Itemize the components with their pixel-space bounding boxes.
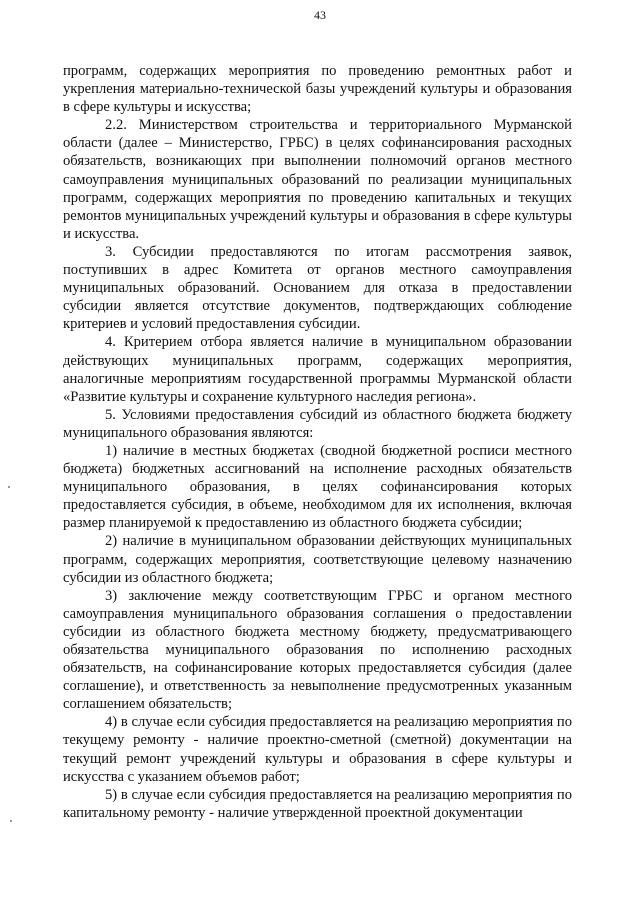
condition-5: 5) в случае если субсидия предоставляется на реализацию мероприятия по капитальному ремонту - наличие утвержденной проектной документации <box>63 786 572 821</box>
paragraph-continuation: программ, содержащих мероприятия по проведению ремонтных работ и укрепления материально-технической базы учреждений культуры и образования в сфере культуры и искусства; <box>63 63 572 116</box>
scan-speck <box>8 486 10 488</box>
condition-3: 3) заключение между соответствующим ГРБС и органом местного самоуправления муниципального образования соглашения о предоставлении субсидии из областного бюджета местному бюджету, предусматривающего обязательства муниципального образования по исполнению расходных обязательств, на софинансирование которых предоставляется субсидия (далее соглашение), и ответственность за невыполнение предусмотренных указанным соглашением обязательств; <box>63 587 572 713</box>
condition-1: 1) наличие в местных бюджетах (сводной бюджетной росписи местного бюджета) бюджетных ассигнований на исполнение расходных обязательств муниципального образования, в целях софинансирования которых предоставляется субсидия, в объеме, необходимом для их исполнения, включая размер планируемой к предоставлению из областного бюджета субсидии; <box>63 442 572 532</box>
paragraph-5: 5. Условиями предоставления субсидий из областного бюджета бюджету муниципального образования являются: <box>63 406 572 441</box>
scan-speck <box>10 820 12 822</box>
condition-2: 2) наличие в муниципальном образовании действующих муниципальных программ, содержащих мероприятия, соответствующие целевому назначению субсидии из областного бюджета; <box>63 533 572 586</box>
page-number: 43 <box>314 8 326 22</box>
paragraph-4: 4. Критерием отбора является наличие в муниципальном образовании действующих муниципальных программ, содержащих мероприятия, аналогичные мероприятиям государственной программы Мурманской области «Развитие культуры и сохранение культурного наследия региона». <box>63 334 572 405</box>
document-body <box>63 62 572 822</box>
paragraph-2-2: 2.2. Министерством строительства и территориального Мурманской области (далее – Министерство, ГРБС) в целях софинансирования расходных обязательств, возникающих при выполнении полномочий органов местного самоуправления муниципальных образований по реализации муниципальных программ, содержащих мероприятия по проведению капитальных и текущих ремонтов муниципальных учреждений культуры и образования в сфере культуры и искусства. <box>63 117 572 242</box>
paragraph-3: 3. Субсидии предоставляются по итогам рассмотрения заявок, поступивших в адрес Комитета от органов местного самоуправления муниципальных образований. Основанием для отказа в предоставлении субсидии является отсутствие документов, подтверждающих соблюдение критериев и условий предоставления субсидии. <box>63 243 572 333</box>
condition-4: 4) в случае если субсидия предоставляется на реализацию мероприятия по текущему ремонту - наличие проектно-сметной (сметной) документации на текущий ремонт учреждений культуры и образования в сфере культуры и искусства с указанием объемов работ; <box>63 714 572 785</box>
